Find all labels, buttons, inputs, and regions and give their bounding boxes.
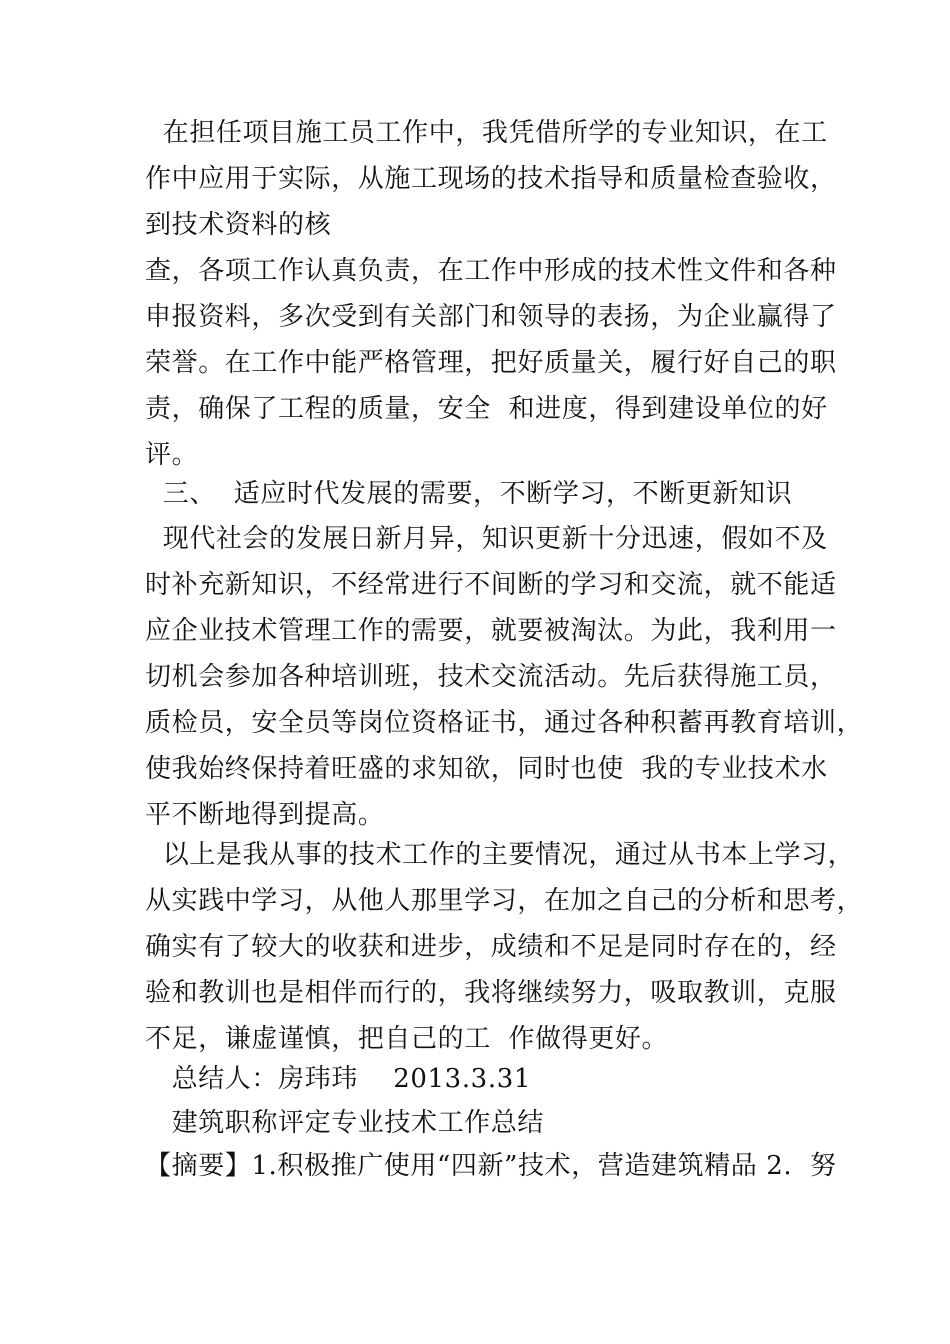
- paragraph-2-line-4: 切机会参加各种培训班，技术交流活动。先后获得施工员，: [145, 662, 837, 692]
- paragraph-1-line-1: 在担任项目施工员工作中，我凭借所学的专业知识，在工: [145, 118, 828, 148]
- paragraph-3-line-1: 以上是我从事的技术工作的主要情况，通过从书本上学习，: [145, 840, 855, 870]
- paragraph-2-line-2: 时补充新知识，不经常进行不间断的学习和交流，就不能适: [145, 570, 837, 600]
- paragraph-2-line-6: 使我始终保持着旺盛的求知欲，同时也使 我的专业技术水: [145, 754, 828, 784]
- paragraph-1-line-5: 申报资料，多次受到有关部门和领导的表扬，为企业赢得了: [145, 302, 837, 332]
- paragraph-3-line-3: 确实有了较大的收获和进步，成绩和不足是同时存在的，经: [145, 932, 837, 962]
- paragraph-1-line-7: 责，确保了工程的质量，安全 和进度，得到建设单位的好: [145, 394, 828, 424]
- paragraph-2-line-7: 平不断地得到提高。: [145, 800, 385, 830]
- section-heading: 三、 适应时代发展的需要，不断学习，不断更新知识: [145, 479, 793, 509]
- abstract-line: 【摘要】1.积极推广使用“四新”技术，营造建筑精品 2. 努: [145, 1151, 837, 1181]
- paragraph-2-line-1: 现代社会的发展日新月异，知识更新十分迅速，假如不及: [145, 524, 828, 554]
- paragraph-3-line-2: 从实践中学习，从他人那里学习，在加之自己的分析和思考，: [145, 886, 864, 916]
- paragraph-3-line-5: 不足，谦虚谨慎，把自己的工 作做得更好。: [145, 1024, 669, 1054]
- signature-line: 总结人：房玮玮 2013.3.31: [145, 1064, 531, 1094]
- paragraph-3-line-4: 验和教训也是相伴而行的，我将继续努力，吸取教训，克服: [145, 978, 837, 1008]
- paragraph-1-line-2: 作中应用于实际，从施工现场的技术指导和质量检查验收，: [145, 164, 837, 194]
- paragraph-1-line-8: 评。: [145, 440, 199, 470]
- paragraph-1-line-3: 到技术资料的核: [145, 210, 332, 240]
- paragraph-2-line-3: 应企业技术管理工作的需要，就要被淘汰。为此，我利用一: [145, 616, 837, 646]
- paragraph-1-line-4: 查，各项工作认真负责，在工作中形成的技术性文件和各种: [145, 256, 837, 286]
- next-document-title: 建筑职称评定专业技术工作总结: [145, 1108, 544, 1138]
- paragraph-1-line-6: 荣誉。在工作中能严格管理，把好质量关，履行好自己的职: [145, 348, 837, 378]
- paragraph-2-line-5: 质检员，安全员等岗位资格证书，通过各种积蓄再教育培训，: [145, 708, 864, 738]
